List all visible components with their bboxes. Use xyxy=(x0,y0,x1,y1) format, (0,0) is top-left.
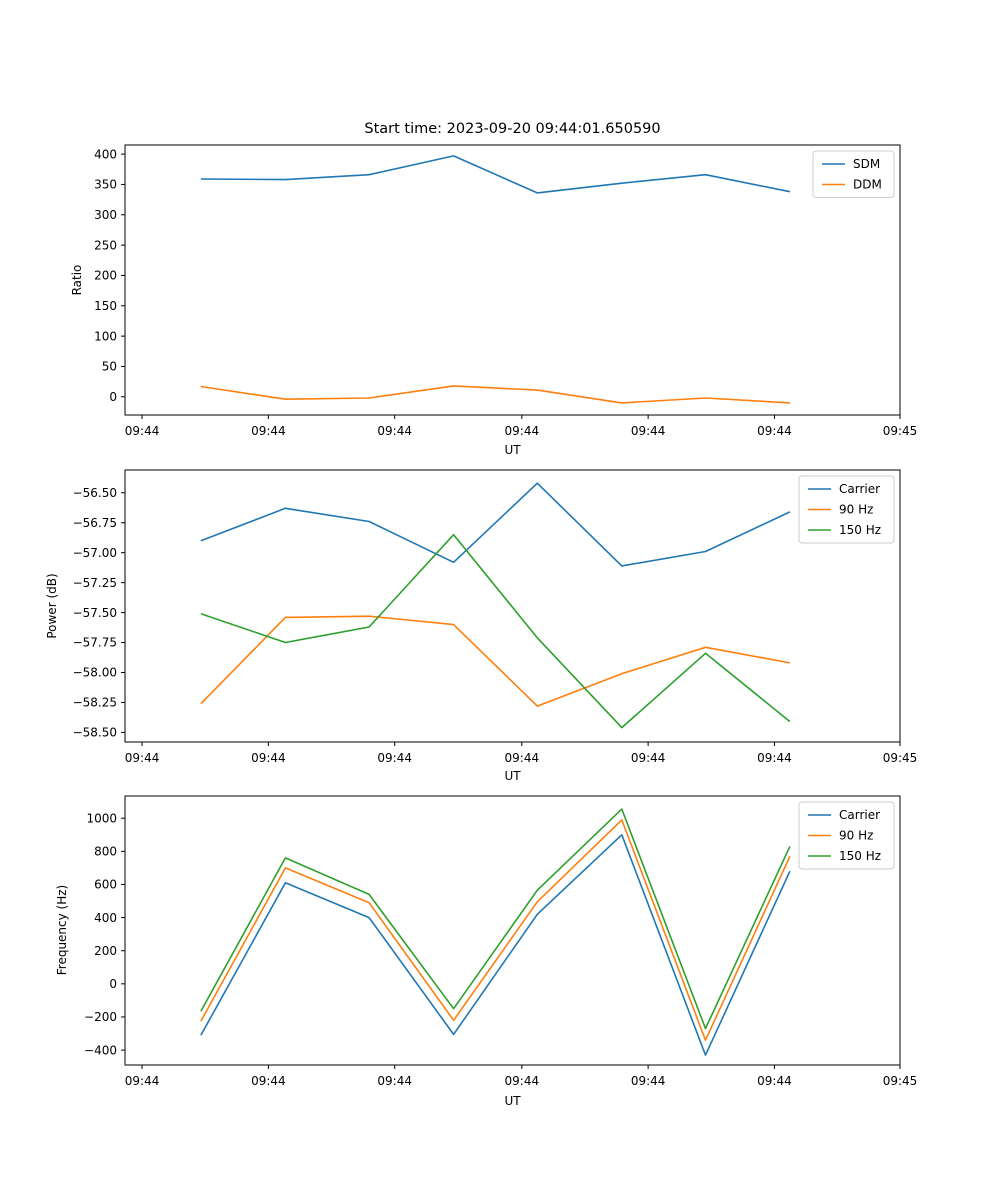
figure-title: Start time: 2023-09-20 09:44:01.650590 xyxy=(364,121,661,137)
series-line-90-hz xyxy=(201,820,790,1040)
x-tick-label: 09:45 xyxy=(882,751,918,765)
x-tick-label: 09:44 xyxy=(124,1074,160,1088)
series-line-carrier xyxy=(201,835,790,1055)
y-tick-label: −56.50 xyxy=(72,485,117,500)
ylabel-frequency: Frequency (Hz) xyxy=(55,884,69,976)
legend-label: Carrier xyxy=(839,482,881,497)
axes-frame xyxy=(125,145,900,415)
x-tick-label: 09:44 xyxy=(630,751,666,765)
y-tick-label: −57.00 xyxy=(72,545,117,560)
x-tick-label: 09:44 xyxy=(377,751,412,765)
y-tick-label: −57.25 xyxy=(72,575,117,590)
x-tick-label: 09:44 xyxy=(504,751,540,765)
x-tick-label: 09:44 xyxy=(630,1074,666,1088)
series-line-150-hz xyxy=(201,809,790,1029)
x-tick-label: 09:44 xyxy=(504,1074,540,1088)
x-tick-label: 09:45 xyxy=(882,424,918,438)
x-tick-label: 09:45 xyxy=(882,1074,918,1088)
series-line-carrier xyxy=(201,483,790,566)
axes-plot3 xyxy=(84,796,917,1088)
axes-frame xyxy=(125,796,900,1065)
axes-plot1 xyxy=(94,145,917,438)
y-tick-label: 1000 xyxy=(86,811,117,826)
y-tick-label: −58.25 xyxy=(72,695,117,710)
xlabel-plot3: UT xyxy=(504,1094,521,1108)
xlabel-plot1: UT xyxy=(504,443,521,457)
legend-label: 150 Hz xyxy=(839,849,882,864)
legend-label: Carrier xyxy=(839,808,881,823)
y-tick-label: 350 xyxy=(94,177,117,192)
y-tick-label: 300 xyxy=(94,207,117,222)
y-tick-label: 800 xyxy=(94,844,117,859)
legend-label: 90 Hz xyxy=(839,828,874,843)
y-tick-label: 150 xyxy=(94,298,117,313)
ylabel-ratio: Ratio xyxy=(70,264,84,296)
x-tick-label: 09:44 xyxy=(251,424,286,438)
y-tick-label: 400 xyxy=(94,147,117,162)
x-tick-label: 09:44 xyxy=(377,424,412,438)
xlabel-plot2: UT xyxy=(504,769,521,783)
series-line-150-hz xyxy=(201,535,790,728)
y-tick-label: 400 xyxy=(94,910,117,925)
y-tick-label: −400 xyxy=(84,1043,117,1058)
x-tick-label: 09:44 xyxy=(630,424,666,438)
x-tick-label: 09:44 xyxy=(124,424,160,438)
x-tick-label: 09:44 xyxy=(251,1074,286,1088)
x-tick-label: 09:44 xyxy=(757,424,792,438)
legend xyxy=(799,802,894,869)
x-tick-label: 09:44 xyxy=(504,424,540,438)
axes-plot2 xyxy=(73,470,918,765)
y-tick-label: 600 xyxy=(94,877,117,892)
series-line-90-hz xyxy=(201,616,790,706)
legend xyxy=(799,476,894,543)
series-line-ddm xyxy=(201,386,790,403)
y-tick-label: 0 xyxy=(109,977,117,992)
y-tick-label: 0 xyxy=(109,389,117,404)
y-tick-label: −58.00 xyxy=(72,665,117,680)
y-tick-label: −56.75 xyxy=(72,515,117,530)
y-tick-label: −200 xyxy=(84,1010,117,1025)
x-tick-label: 09:44 xyxy=(251,751,286,765)
series-line-sdm xyxy=(201,156,790,193)
legend-label: DDM xyxy=(853,177,882,192)
x-tick-label: 09:44 xyxy=(377,1074,412,1088)
legend-label: SDM xyxy=(853,157,881,172)
legend xyxy=(813,151,894,198)
y-tick-label: 250 xyxy=(94,238,117,253)
ylabel-power: Power (dB) xyxy=(45,573,59,639)
legend-label: 90 Hz xyxy=(839,502,874,517)
y-tick-label: 100 xyxy=(94,329,117,344)
x-tick-label: 09:44 xyxy=(757,1074,792,1088)
x-tick-label: 09:44 xyxy=(757,751,792,765)
y-tick-label: −58.50 xyxy=(72,725,117,740)
y-tick-label: 200 xyxy=(94,943,117,958)
x-tick-label: 09:44 xyxy=(124,751,160,765)
y-tick-label: 200 xyxy=(94,268,117,283)
y-tick-label: 50 xyxy=(101,359,117,374)
y-tick-label: −57.50 xyxy=(72,605,117,620)
legend-label: 150 Hz xyxy=(839,523,882,538)
y-tick-label: −57.75 xyxy=(72,635,117,650)
